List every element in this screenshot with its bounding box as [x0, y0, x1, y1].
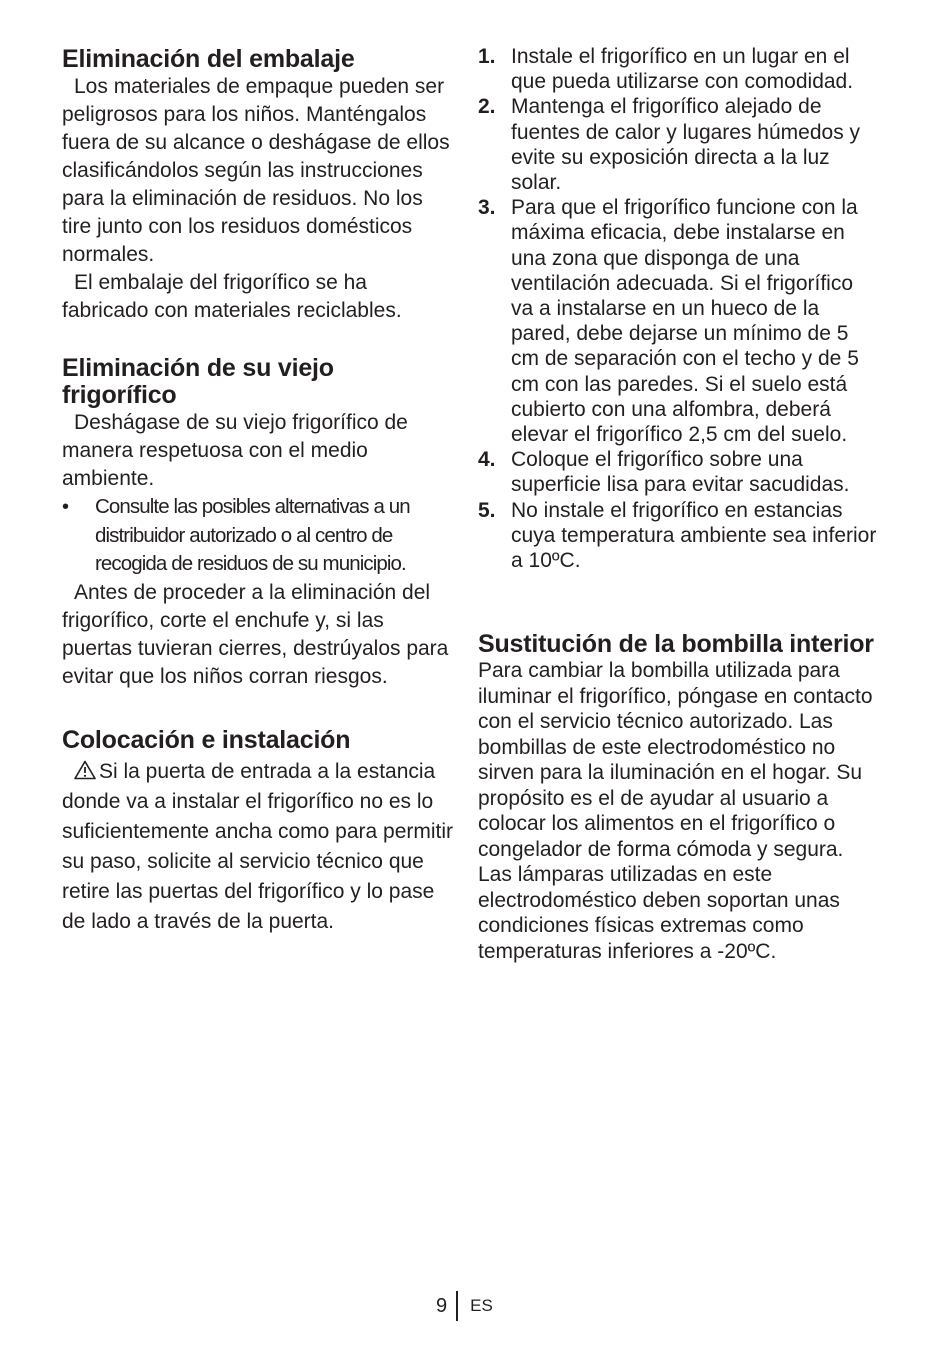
placement-warning-text: Si la puerta de entrada a la estancia donde va a instalar el frigorífico no es lo suficientemente ancha como para permitir su paso, solicite al servicio técnico que retire las puertas del frigorífico y lo pase de lado a través de la puerta. — [62, 759, 454, 933]
page-footer — [436, 1291, 493, 1321]
step-number: 4. — [478, 448, 496, 472]
old-fridge-bullet-list — [62, 493, 454, 579]
step-text: Coloque el frigorífico sobre una superficie lisa para evitar sacudidas. — [511, 448, 850, 497]
step-number: 1. — [478, 45, 496, 68]
step-text: Para que el frigorífico funcione con la máxima eficacia, debe instalarse en una zona que disponga de una ventilación adecuada. Si el frigorífico va a instalarse en un hueco de la pared, debe dejarse un mínimo de 5 cm de separación con el techo y de 5 cm con las paredes. Si el suelo está cubierto con una alfombra, deberá elevar el frigorífico 2,5 cm del suelo. — [511, 196, 859, 447]
installation-steps-list — [478, 44, 878, 573]
list-item — [478, 447, 878, 497]
bulb-section — [478, 631, 878, 964]
list-item: • Consulte las posibles alternativas a un distribuidor autorizado o al centro de recogida de residuos de su municipio. — [62, 493, 454, 579]
packaging-paragraph: Los materiales de empaque pueden ser peligrosos para los niños. Manténgalos fuera de su alcance o deshágase de ellos clasificándolos según las instrucciones para la eliminación de residuos. No los tire junto con los residuos domésticos normales. — [62, 75, 450, 266]
list-item — [478, 498, 878, 574]
old-fridge-disposal-paragraph: Antes de proceder a la eliminación del frigorífico, corte el enchufe y, si las puertas tuvieran cierres, destrúyalos para evitar que los niños corran riesgos. — [62, 580, 449, 688]
old-fridge-section — [62, 355, 454, 691]
step-number: 2. — [478, 95, 496, 119]
list-item — [478, 44, 878, 94]
bulb-paragraph: Para cambiar la bombilla utilizada para iluminar el frigorífico, póngase en contacto con el servicio técnico autorizado. Las bombillas de este electrodoméstico no sirven para la iluminación en el hogar. Su propósito es el de ayudar al usuario a colocar los alimentos en el frigorífico o congelador de forma cómoda y segura. Las lámparas utilizadas en este electrodoméstico deben soportan unas condiciones físicas extremas como temperaturas inferiores a -20ºC. — [478, 659, 873, 963]
page-number: 9 — [436, 1294, 448, 1317]
packaging-recycle-paragraph: El embalaje del frigorífico se ha fabricado con materiales reciclables. — [62, 271, 402, 322]
bulb-heading: Sustitución de la bombilla interior — [478, 630, 874, 659]
placement-section — [62, 727, 454, 937]
packaging-section — [62, 46, 454, 325]
left-column — [62, 46, 454, 937]
placement-heading: Colocación e instalación — [62, 725, 351, 754]
step-number: 3. — [478, 196, 496, 220]
footer-divider — [456, 1291, 458, 1321]
warning-icon — [74, 760, 96, 780]
list-item — [478, 94, 878, 195]
step-text: Mantenga el frigorífico alejado de fuentes de calor y lugares húmedos y evite su exposición directa a la luz solar. — [511, 95, 861, 195]
old-fridge-heading: Eliminación de su viejo frigorífico — [62, 354, 334, 409]
placement-warning-paragraph — [62, 757, 454, 937]
step-text: No instale el frigorífico en estancias cuya temperatura ambiente sea inferior a 10ºC. — [511, 498, 877, 573]
packaging-heading: Eliminación del embalaje — [62, 45, 355, 73]
language-code: ES — [470, 1296, 493, 1315]
step-text: Instale el frigorífico en un lugar en el que pueda utilizarse con comodidad. — [511, 45, 854, 94]
list-item — [478, 195, 878, 447]
step-number: 5. — [478, 498, 496, 522]
right-column — [478, 44, 878, 964]
old-fridge-paragraph: Deshágase de su viejo frigorífico de manera respetuosa con el medio ambiente. — [62, 411, 408, 490]
